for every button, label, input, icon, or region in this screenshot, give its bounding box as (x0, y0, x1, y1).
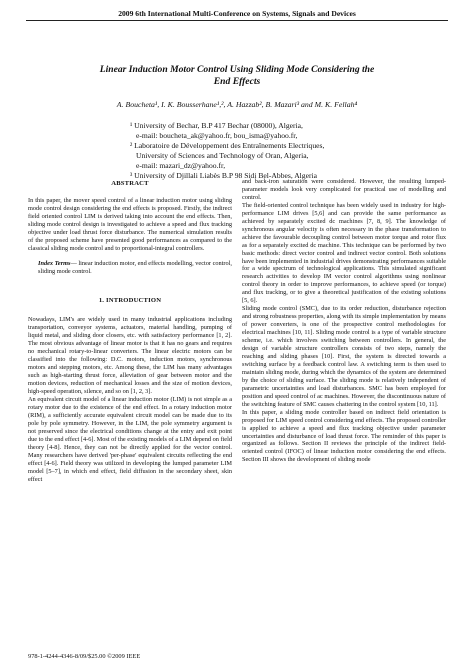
abstract-heading: ABSTRACT (111, 180, 149, 187)
introduction-heading: 1. INTRODUCTION (98, 296, 162, 304)
author-list: A. Boucheta¹, I. K. Bousserhane¹,², A. Hazzab², B. Mazari³ and M. K. Fellah⁴ (116, 100, 358, 109)
abstract-text: In this paper, the mover speed control of a linear induction motor using sliding mode control design considering the end effects is proposed. Firstly, the indirect field oriented control LIM is derived taking into account the end effects. Then, sliding mode control design is investigated to achieve a speed and flux tracking objective under load thrust force disturbance. The numerical simulation results of the proposed scheme have presented good performances as compared to the classical sliding mode control and to proportional-integral controllers. (28, 196, 232, 252)
index-terms (28, 260, 232, 276)
header-rule (26, 20, 448, 21)
intro-paragraph-6: In this paper, a sliding mode controller based on indirect field orientation is proposed for LIM speed control considering end effects. The proposed controller is applied to achieve a speed and flux tracking objective under parameter uncertainties and disturbance of load thrust force. The reminder of this paper is organized as follows. Section II reviews the principle of the indirect field-oriented control (IFOC) of linear induction motor considering the end effects. Section III shows the development of sliding mode (242, 408, 446, 464)
intro-paragraph-1: Nowadays, LIM's are widely used in many industrial applications including transportation, conveyor systems, actuators, material handling, pumping of liquid metal, and sliding door closers, etc. with satisfactory performance [1, 2]. The most obvious advantage of linear motor is that it has no gears and requires no mechanical rotary-to-linear converters. The linear electric motors can be classified into the following: D.C. motors, induction motors, synchronous motors and stepping motors, etc. Among these, the LIM has many advantages such as high-starting thrust force, alleviation of gear between motor and the motion devices, reduction of mechanical losses and the size of motion devices, high-speed operation, silence, and so on [1, 2, 3]. (28, 316, 232, 396)
affiliation-line: e-mail: mazari_dz@yahoo.fr, (136, 161, 226, 171)
left-column (28, 180, 232, 484)
intro-paragraph-2: An equivalent circuit model of a linear induction motor (LIM) is not simple as a rotary motor due to the existence of the end effect. In a rotary induction motor (RIM), a sufficiently accurate equivalent circuit model can be made due to its pole by pole symmetry. However, in the LIM, the pole symmetry argument is not preserved since the electrical conditions change at the entry and exit point due to the end effect [4-6]. Most of the existing models of a LIM depend on field theory [4-8]. Hence, they can not be directly applied for the vector control. Many researchers have derived 'per-phase' equivalent circuits reflecting the end effect [4-6]. Field theory was utilized in developing the lumped parameter LIM model [5–7], in which end effect, field diffusion in the secondary sheet, skin effect (28, 396, 232, 483)
paper-title (55, 64, 419, 88)
affiliation-line: ³ University of Djillali Liabès B.P 98 Sidi Bel-Abbes, Algeria (130, 171, 317, 181)
copyright-footer: 978-1-4244-4346-8/09/$25.00 ©2009 IEEE (28, 653, 141, 660)
index-terms-text: — linear induction motor, end effects modelling, vector control, sliding mode control. (38, 259, 232, 275)
affiliation-line: e-mail: boucheta_ak@yahoo.fr, bou_isma@yahoo.fr, (136, 131, 298, 141)
affiliations (130, 121, 460, 182)
intro-paragraph-4: The field-oriented control technique has been widely used in industry for high-performance LIM drives [5,6] and can provide the same performance as achieved by separately excited dc machines [7, 8, 9]. The knowledge of synchronous angular velocity is often necessary in the phase transformation to achieve the favourable decoupling control between motor torque and rotor flux as for a separately excited dc machine. This technique can be performed by two basic methods: direct vector control and indirect vector control. Both solutions have been implemented in industrial drives demonstrating performances suitable for a wide spectrum of technological applications. This simulated significant research activities to develop IM vector control algorithms using nonlinear control theory in order to improve performances, to achieve speed (or torque) and flux tracking, or to give a theoretical justification of the existing solutions [5, 6]. (242, 201, 446, 305)
conference-header: 2009 6th International Multi-Conference on Systems, Signals and Devices (118, 9, 356, 18)
affiliation-line: University of Sciences and Technology of Oran, Algeria, (136, 151, 309, 161)
intro-paragraph-5: Sliding mode control (SMC), due to its order reduction, disturbance rejection and strong robustness properties, along with its simple implementation by means of power converters, is one of the prospective control methodologies for electrical machines [10, 11]. Sliding mode control is a type of variable structure scheme, i.e. which involves switching between controllers. In general, the design of variable structure controllers consists of two steps, namely the reaching and sliding phases [10]. First, the system is directed towards a switching surface by a feedback control law. A switching term is then used to maintain sliding mode, during which the dynamics of the system are determined by the choice of sliding surface. The sliding mode is relatively independent of parametric uncertainties and load disturbances. SMC has been employed for position and speed control of ac machines. However, the discontinuous nature of the switching feature of SMC causes chattering in the control system [10, 11]. (242, 305, 446, 408)
affiliation-line: ² Laboratoire de Développement des Entraînements Electriques, (130, 141, 325, 151)
right-column (242, 178, 446, 464)
title-line-1: Linear Induction Motor Control Using Sliding Mode Considering the (99, 64, 375, 75)
title-line-2: End Effects (213, 76, 261, 87)
affiliation-line: ¹ University of Bechar, B.P 417 Bechar (08000), Algeria, (130, 121, 303, 130)
intro-paragraph-3: and back-iron saturation were considered. However, the resulting lumped-parameter models look very complicated for practical use of modelling and control. (242, 178, 446, 201)
index-terms-label: Index Terms (38, 259, 71, 267)
